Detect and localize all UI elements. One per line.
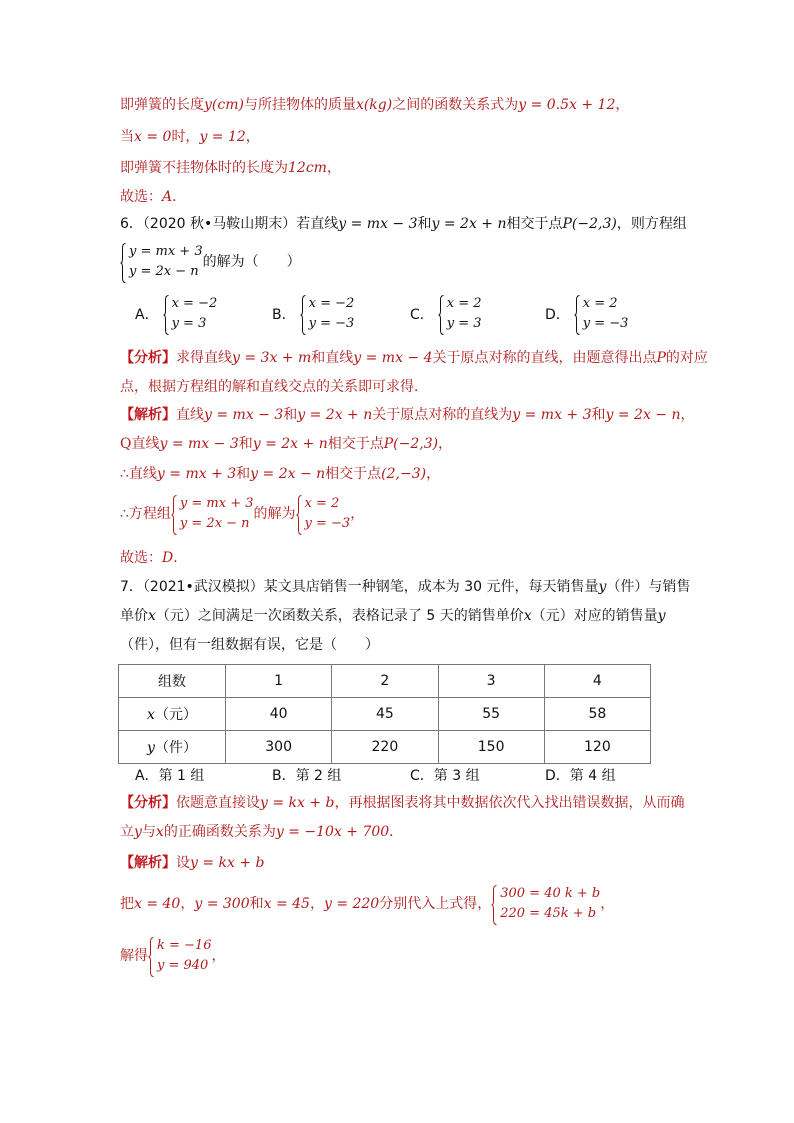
q7-analysis-line2 xyxy=(120,822,403,842)
q7-stem-line2 xyxy=(120,606,666,626)
math: y = mx − 4 xyxy=(353,350,433,366)
text: ， xyxy=(350,506,365,522)
q6-option-b xyxy=(272,294,354,334)
math: y = mx + 3 xyxy=(512,407,592,423)
system-row: y = 940 xyxy=(157,958,209,973)
equation-system xyxy=(438,294,482,334)
table-header-cell: 2 xyxy=(332,665,438,698)
math: y xyxy=(147,740,155,756)
math: y(cm) xyxy=(204,97,244,113)
text: ， xyxy=(426,466,441,482)
q6-solution-line2 xyxy=(120,434,452,454)
math: 12cm xyxy=(288,160,327,176)
system-row: y = mx + 3 xyxy=(129,244,203,259)
equation-system xyxy=(171,494,254,534)
text: 直线 xyxy=(128,466,157,482)
q6-option-c xyxy=(410,294,482,334)
math: y = 300 xyxy=(194,896,250,912)
text: 和 xyxy=(283,407,298,423)
math: y = 220 xyxy=(323,896,380,912)
option-label: C． xyxy=(410,307,434,323)
math: y xyxy=(598,579,607,595)
q6-solution-line4 xyxy=(120,494,364,534)
system-row: x = 2 xyxy=(446,296,482,311)
text: （件）与销售 xyxy=(606,579,691,595)
text: （元）对应的销售量 xyxy=(531,608,658,624)
text: 直线 xyxy=(131,436,160,452)
brace-icon xyxy=(438,295,444,335)
line-when-x-zero xyxy=(120,127,260,147)
math: y = 2x + n xyxy=(252,436,328,452)
text: 和直线 xyxy=(311,350,354,366)
text: （元） xyxy=(154,707,197,723)
text: 直线 xyxy=(176,407,204,423)
text: ，再根据图表将其中数据依次代入找出错误数据，从而确 xyxy=(334,795,685,811)
q7-option-a: A．第 1 组 xyxy=(135,768,205,784)
text: 关于原点对称的直线为 xyxy=(372,407,513,423)
text: 的解为 xyxy=(253,506,296,522)
text: 解得 xyxy=(120,948,148,964)
text: （件） xyxy=(154,740,197,756)
q6-option-d xyxy=(545,294,628,334)
brace-icon xyxy=(491,885,497,925)
table-row xyxy=(119,731,651,764)
text: （元）之间满足一次函数关系，表格记录了 5 天的销售单价 xyxy=(155,608,524,624)
text: ， xyxy=(180,896,195,912)
text: 和 xyxy=(236,466,251,482)
text: 故选： xyxy=(120,189,162,205)
brace-icon xyxy=(163,295,169,335)
text: 求得直线 xyxy=(176,350,232,366)
text: ， xyxy=(211,948,226,964)
table-cell: 40 xyxy=(226,698,332,731)
math: y = 2x − n xyxy=(605,407,681,423)
q7-solution-line2 xyxy=(120,884,614,924)
brace-icon xyxy=(574,295,580,335)
math: y = 2x − n xyxy=(250,466,326,482)
math: x = 45 xyxy=(263,896,310,912)
q7-option-b: B．第 2 组 xyxy=(272,768,342,784)
text: ， xyxy=(680,407,695,423)
table-header-cell: 3 xyxy=(438,665,544,698)
math: P(−2,3) xyxy=(562,216,617,232)
table-header-cell: 组数 xyxy=(119,665,226,698)
table-cell: 58 xyxy=(544,698,650,731)
text: 即弹簧不挂物体时的长度为 xyxy=(120,160,288,176)
because-symbol: Q xyxy=(120,436,132,452)
math: x = 0 xyxy=(134,129,172,145)
q6-answer-d xyxy=(120,548,187,568)
math: y = −10x + 700 xyxy=(275,824,390,840)
math: y = 2x + n xyxy=(431,216,507,232)
equation-system xyxy=(300,294,355,334)
text: ． xyxy=(173,550,188,566)
row-label-x xyxy=(119,698,226,731)
text: 的正确函数关系为 xyxy=(163,824,276,840)
text: ， xyxy=(309,896,324,912)
text: 把 xyxy=(120,896,134,912)
math: y = mx − 3 xyxy=(204,407,284,423)
text: 与 xyxy=(141,824,156,840)
text: 即弹簧的长度 xyxy=(120,97,204,113)
text: 时， xyxy=(171,129,200,145)
math: y xyxy=(134,824,142,840)
math: x = 40 xyxy=(134,896,181,912)
system-row: x = 2 xyxy=(304,496,340,511)
brace-icon xyxy=(171,495,177,535)
math: D xyxy=(162,550,174,566)
math: x xyxy=(148,608,156,624)
brace-icon xyxy=(148,937,154,977)
equation-system xyxy=(120,242,203,282)
system-row: y = −3 xyxy=(304,516,351,531)
equation-system xyxy=(574,294,629,334)
text: ， xyxy=(615,97,630,113)
text: ， xyxy=(326,160,341,176)
system-row: y = mx + 3 xyxy=(179,496,254,511)
math: P xyxy=(656,350,666,366)
option-label: B． xyxy=(272,307,296,323)
text: ， xyxy=(438,436,453,452)
text: 立 xyxy=(120,824,134,840)
table-header-cell: 1 xyxy=(226,665,332,698)
table-cell: 300 xyxy=(226,731,332,764)
text: 6．（2020 秋•马鞍山期末）若直线 xyxy=(120,216,339,232)
text: 和 xyxy=(591,407,606,423)
math: y = mx + 3 xyxy=(156,466,237,482)
text: ，则方程组 xyxy=(616,216,687,232)
q7-solution-line3 xyxy=(120,936,225,976)
option-label: D． xyxy=(545,307,570,323)
system-row: k = −16 xyxy=(157,938,212,953)
math: A xyxy=(162,189,173,205)
q6-analysis-line1 xyxy=(120,348,708,368)
text: 故选： xyxy=(120,550,162,566)
text: 的对应 xyxy=(665,350,708,366)
math: y = kx + b xyxy=(190,855,265,871)
text: 分别代入上式得， xyxy=(379,896,492,912)
text: 相交于点 xyxy=(325,466,382,482)
system-row: y = −3 xyxy=(582,316,629,331)
text: 方程组 xyxy=(128,506,171,522)
equation-system xyxy=(296,494,351,534)
system-row: y = 2x − n xyxy=(129,264,199,279)
text: 与所挂物体的质量 xyxy=(243,97,356,113)
system-row: y = −3 xyxy=(308,316,355,331)
equation-system xyxy=(148,936,211,976)
table-row xyxy=(119,665,651,698)
q6-option-a xyxy=(135,294,217,334)
q7-stem-line1 xyxy=(120,577,690,597)
text: 之间的函数关系式为 xyxy=(392,97,519,113)
analysis-tag: 【分析】 xyxy=(120,795,176,811)
text: 单价 xyxy=(120,608,148,624)
system-row: 220 = 45k + b xyxy=(500,906,597,921)
text: ． xyxy=(389,824,404,840)
system-row: x = −2 xyxy=(171,296,218,311)
brace-icon xyxy=(296,495,302,535)
q7-stem-line3 xyxy=(120,635,379,655)
q6-solution-line3 xyxy=(120,464,440,484)
math: y = 3x + m xyxy=(232,350,312,366)
system-row: y = 2x − n xyxy=(179,516,250,531)
math: y = mx − 3 xyxy=(159,436,239,452)
math: y xyxy=(657,608,666,624)
option-label: A． xyxy=(135,307,159,323)
system-row: x = −2 xyxy=(308,296,355,311)
table-cell: 150 xyxy=(438,731,544,764)
math: y = 0.5x + 12 xyxy=(518,97,616,113)
system-row: x = 2 xyxy=(582,296,618,311)
therefore-symbol: ∴ xyxy=(120,506,129,522)
sales-table xyxy=(118,664,651,764)
equation-system xyxy=(491,884,600,924)
line-answer-a xyxy=(120,187,186,207)
q6-system xyxy=(120,242,301,282)
math: x xyxy=(155,824,164,840)
text: 当 xyxy=(120,129,134,145)
text: ， xyxy=(600,896,615,912)
table-row xyxy=(119,698,651,731)
math: x xyxy=(523,608,532,624)
solution-tag: 【解析】 xyxy=(120,855,176,871)
text: 的解为（ ） xyxy=(202,254,301,270)
text: 关于原点对称的直线，由题意得出点 xyxy=(432,350,657,366)
line-spring-length xyxy=(120,158,341,178)
q7-analysis-line1 xyxy=(120,793,685,813)
q7-option-c: C．第 3 组 xyxy=(410,768,480,784)
q6-solution-line1 xyxy=(120,405,695,425)
table-cell: 220 xyxy=(332,731,438,764)
q6-stem xyxy=(120,214,687,234)
analysis-tag: 【分析】 xyxy=(120,350,176,366)
text: 和 xyxy=(417,216,432,232)
system-row: y = 3 xyxy=(171,316,207,331)
text: 和 xyxy=(238,436,253,452)
math: x(kg) xyxy=(355,97,393,113)
system-row: y = 3 xyxy=(446,316,482,331)
math: y = 2x + n xyxy=(297,407,373,423)
math: (2,−3) xyxy=(381,466,427,482)
math: y = 12 xyxy=(199,129,246,145)
line-spring-function xyxy=(120,95,629,115)
therefore-symbol: ∴ xyxy=(120,466,129,482)
text: 设 xyxy=(176,855,190,871)
text: 和 xyxy=(249,896,264,912)
math: y = kx + b xyxy=(260,795,335,811)
brace-icon xyxy=(300,295,306,335)
text: 7．（2021•武汉模拟）某文具店销售一种钢笔，成本为 30 元件，每天销售量 xyxy=(120,579,599,595)
table-cell: 45 xyxy=(332,698,438,731)
math: x xyxy=(147,707,155,723)
math: P(−2,3) xyxy=(383,436,439,452)
text: 相交于点 xyxy=(327,436,384,452)
system-row: 300 = 40 k + b xyxy=(500,886,601,901)
text: （件），但有一组数据有误，它是（ ） xyxy=(120,637,379,653)
text: 点，根据方程组的解和直线交点的关系即可求得． xyxy=(120,379,428,395)
text: 依题意直接设 xyxy=(176,795,260,811)
q7-solution-line1 xyxy=(120,853,265,873)
q6-analysis-line2 xyxy=(120,377,428,397)
table-cell: 120 xyxy=(544,731,650,764)
solution-tag: 【解析】 xyxy=(120,407,176,423)
q7-option-d: D．第 4 组 xyxy=(545,768,616,784)
text: ， xyxy=(245,129,260,145)
text: ． xyxy=(172,189,187,205)
table-cell: 55 xyxy=(438,698,544,731)
brace-icon xyxy=(120,243,126,283)
row-label-y xyxy=(119,731,226,764)
table-header-cell: 4 xyxy=(544,665,650,698)
text: 相交于点 xyxy=(506,216,563,232)
math: y = mx − 3 xyxy=(338,216,418,232)
equation-system xyxy=(163,294,218,334)
